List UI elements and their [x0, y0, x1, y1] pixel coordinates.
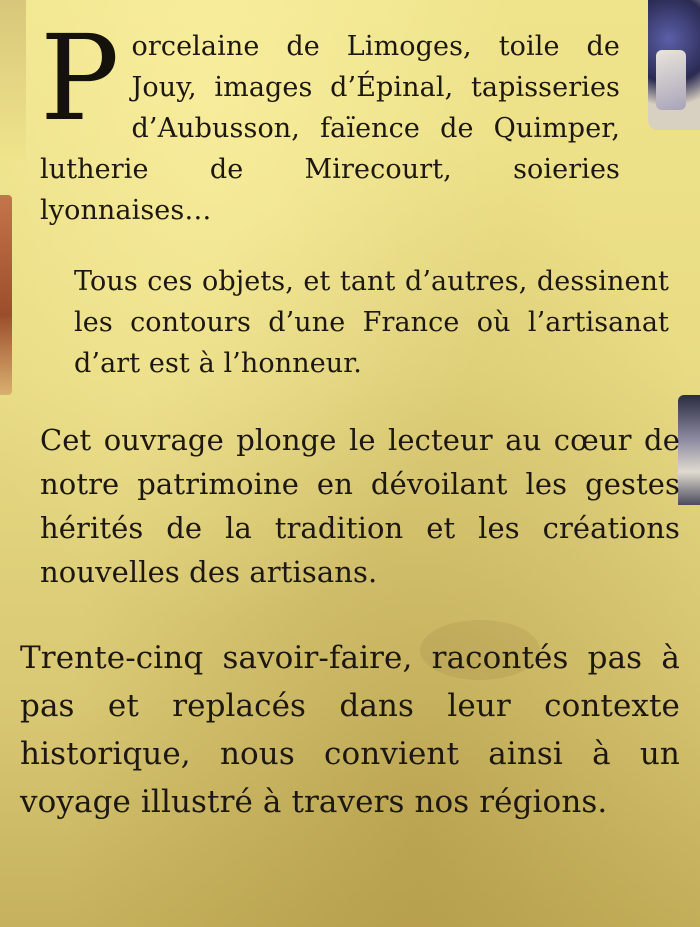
right-edge-photo-middle — [678, 395, 700, 505]
left-edge-photo — [0, 195, 12, 395]
blurb-text — [20, 9, 680, 826]
drop-cap: P — [40, 9, 120, 147]
paragraph-4: Trente-cinq savoir-faire, racontés pas à pas et replacés dans leur contexte historique, nous convient ainsi à un voyage illustré à travers nos régions. — [20, 640, 680, 820]
paragraph-3: Cet ouvrage plonge le lecteur au cœur de notre patrimoine en dévoilant les gestes hérités de la tradition et les créations nouvelles des artisans. — [40, 423, 680, 589]
paragraph-1 — [40, 9, 620, 231]
paragraph-2: Tous ces objets, et tant d’autres, dessinent les contours d’une France où l’artisanat d’art est à l’honneur. — [74, 266, 669, 379]
paragraph-1-text: orcelaine de Limoges, toile de Jouy, images d’Épinal, tapisseries d’Aubusson, faïence de Quimper, lutherie de Mirecourt, soieries lyonnaises… — [40, 31, 620, 226]
cover-edge-shadow — [0, 0, 26, 160]
